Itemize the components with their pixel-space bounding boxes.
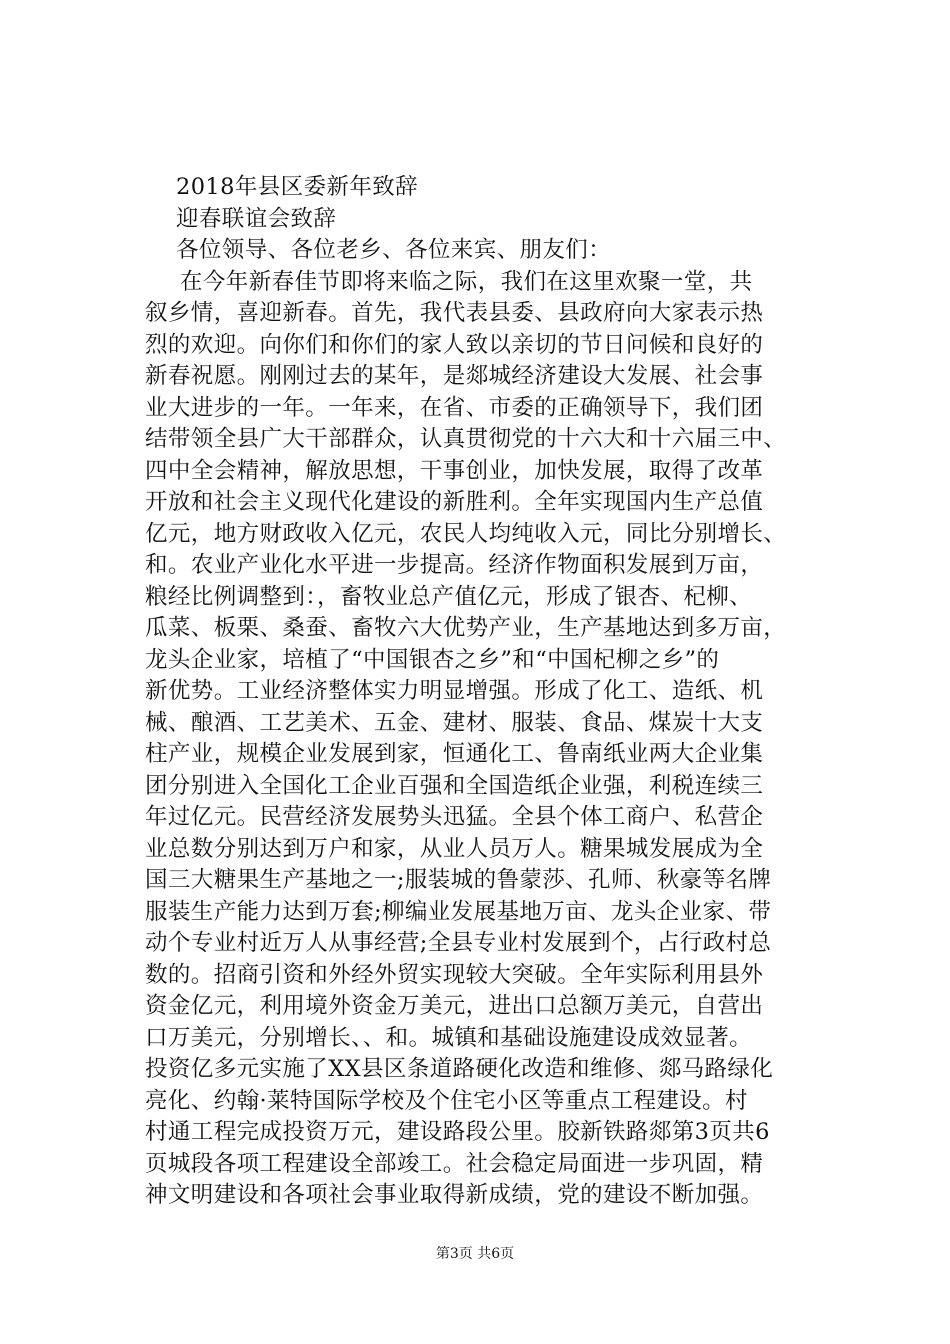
- body-line: 械、酿酒、工艺美术、五金、建材、服装、食品、煤炭十大支: [145, 709, 764, 736]
- body-line: 页城段各项工程建设全部竣工。社会稳定局面进一步巩固，精: [145, 1150, 764, 1177]
- body-line: 瓜菜、板栗、桑蚕、畜牧六大优势产业，生产基地达到多万亩，: [145, 615, 787, 641]
- body-line: 服装生产能力达到万套;柳编业发展基地万亩、龙头企业家、带: [145, 898, 772, 925]
- body-line: 开放和社会主义现代化建设的新胜利。全年实现国内生产总值: [145, 489, 764, 515]
- body-line: 数的。招商引资和外经外贸实现较大突破。全年实际利用县外: [145, 961, 764, 988]
- body-line: 叙乡情，喜迎新春。首先，我代表县委、县政府向大家表示热: [145, 300, 764, 326]
- body-line: 新优势。工业经济整体实力明显增强。形成了化工、造纸、机: [145, 678, 764, 704]
- body-line: 投资亿多元实施了XX县区条道路硬化改造和维修、郯马路绿化: [145, 1056, 774, 1082]
- body-line: 新春祝愿。刚刚过去的某年，是郯城经济建设大发展、社会事: [145, 363, 764, 389]
- body-line: 国三大糖果生产基地之一;服装城的鲁蒙莎、孔师、秋豪等名牌: [145, 867, 772, 893]
- document-title: 2018年县区委新年致辞: [176, 174, 419, 200]
- document-body: [145, 172, 825, 1212]
- body-line: 亮化、约翰·莱特国际学校及个住宅小区等重点工程建设。村: [145, 1087, 748, 1114]
- body-line: 资金亿元，利用境外资金万美元，进出口总额万美元，自营出: [145, 993, 764, 1019]
- body-line: 团分别进入全国化工企业百强和全国造纸企业强，利税连续三: [145, 772, 764, 799]
- salutation: 各位领导、各位老乡、各位来宾、朋友们：: [176, 237, 612, 263]
- body-line: 口万美元，分别增长、、和。城镇和基础设施建设成效显著。: [145, 1024, 753, 1051]
- body-line: 年过亿元。民营经济发展势头迅猛。全县个体工商户、私营企: [145, 804, 764, 830]
- document-subtitle: 迎春联谊会致辞: [176, 205, 337, 232]
- body-line: 亿元，地方财政收入亿元，农民人均纯收入元，同比分别增长、: [145, 520, 787, 547]
- body-line: 四中全会精神，解放思想，干事创业，加快发展，取得了改革: [145, 457, 764, 484]
- page-number-footer: 第3页 共6页: [435, 1246, 515, 1262]
- body-line: 业大进步的一年。一年来，在省、市委的正确领导下，我们团: [145, 394, 764, 421]
- body-line: 在今年新春佳节即将来临之际，我们在这里欢聚一堂，共: [180, 268, 753, 295]
- body-line: 村通工程完成投资万元，建设路段公里。胶新铁路郯第3页共6: [145, 1119, 770, 1145]
- body-line: 神文明建设和各项社会事业取得新成绩，党的建设不断加强。: [145, 1182, 764, 1208]
- body-line: 业总数分别达到万户和家，从业人员万人。糖果城发展成为全: [145, 835, 764, 862]
- body-line: 烈的欢迎。向你们和你们的家人致以亲切的节日问候和良好的: [145, 331, 764, 358]
- body-line: 结带领全县广大干部群众，认真贯彻党的十六大和十六届三中、: [145, 426, 787, 452]
- body-line: 柱产业，规模企业发展到家，恒通化工、鲁南纸业两大企业集: [145, 741, 764, 767]
- body-line: 动个专业村近万人从事经营;全县专业村发展到个，占行政村总: [145, 930, 772, 956]
- body-line: 粮经比例调整到：，畜牧业总产值亿元，形成了银杏、杞柳、: [145, 583, 753, 610]
- body-line: 和。农业产业化水平进一步提高。经济作物面积发展到万亩，: [145, 552, 764, 578]
- body-line: 龙头企业家，培植了“中国银杏之乡”和“中国杞柳之乡”的: [145, 646, 720, 673]
